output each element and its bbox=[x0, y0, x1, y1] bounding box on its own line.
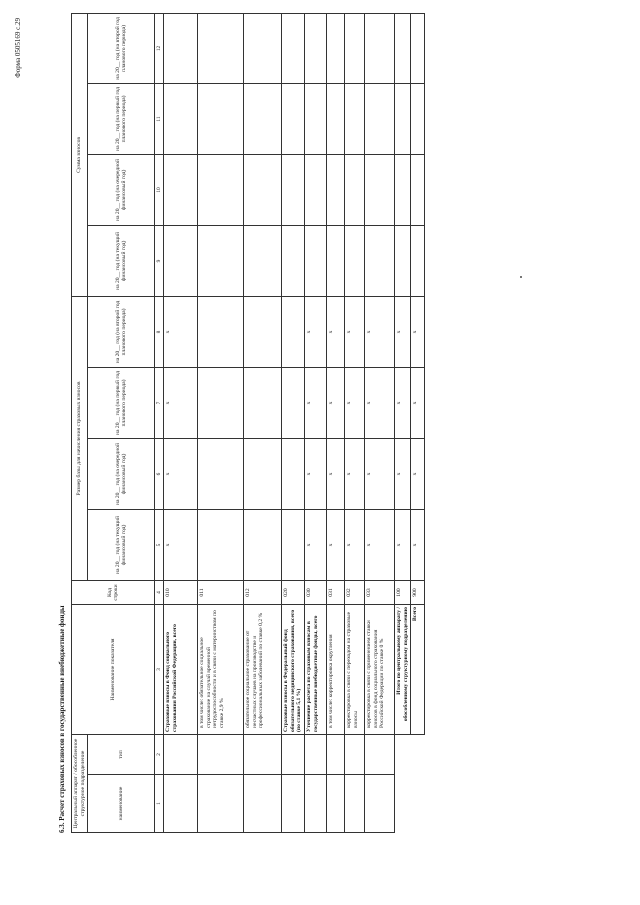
column-number: 2 bbox=[155, 735, 164, 775]
form-label: Форма 0505169 с.29 bbox=[14, 18, 22, 78]
table-body bbox=[164, 13, 425, 832]
base-cell bbox=[244, 296, 282, 367]
base-cell: x bbox=[411, 296, 425, 367]
sum-cell bbox=[394, 13, 410, 83]
table-row bbox=[198, 13, 244, 832]
column-number: 4 bbox=[155, 581, 164, 605]
type-cell bbox=[326, 735, 344, 775]
base-cell: x bbox=[394, 510, 410, 581]
table-row bbox=[411, 13, 425, 832]
sum-cell bbox=[164, 13, 198, 83]
base-cell: x bbox=[344, 296, 364, 367]
sum-cell bbox=[244, 154, 282, 225]
base-cell: x bbox=[164, 439, 198, 510]
sum-cell bbox=[326, 83, 344, 154]
base-cell: x bbox=[164, 296, 198, 367]
header-row-1 bbox=[72, 13, 88, 832]
sum-cell bbox=[344, 154, 364, 225]
base-cell: x bbox=[411, 368, 425, 439]
section-title: 6.3. Расчет страховых взносов в государственные внебюджетные фонды bbox=[58, 605, 66, 833]
column-number: 11 bbox=[155, 83, 164, 154]
base-cell: x bbox=[411, 510, 425, 581]
base-cell bbox=[282, 439, 305, 510]
column-number: 9 bbox=[155, 225, 164, 296]
code-cell: 900 bbox=[411, 581, 425, 605]
indicator-cell: корректировка в связи с применением ставки взносов в фонд социального страхования Российской Федерации по ставке 0 % bbox=[364, 605, 394, 735]
indicator-cell: корректировка в связи с переходом на страховые взносы bbox=[344, 605, 364, 735]
indicator-cell: Уточнение расчета по страховым взносам в государственные внебюджетные фонды, всего bbox=[304, 605, 326, 735]
year-col-header: на 20__ год (на первый год планового периода) bbox=[88, 368, 155, 439]
name-cell bbox=[326, 775, 344, 833]
name-header: наименование bbox=[88, 775, 155, 833]
year-col-header: на 20__ год (на очередной финансовый год) bbox=[88, 154, 155, 225]
type-cell bbox=[344, 735, 364, 775]
column-number: 5 bbox=[155, 510, 164, 581]
base-cell: x bbox=[411, 439, 425, 510]
base-cell: x bbox=[394, 296, 410, 367]
column-number-row bbox=[155, 13, 164, 832]
base-cell: x bbox=[304, 510, 326, 581]
base-cell bbox=[198, 368, 244, 439]
sum-cell bbox=[164, 83, 198, 154]
base-cell: x bbox=[344, 439, 364, 510]
type-cell bbox=[304, 735, 326, 775]
code-cell: 031 bbox=[326, 581, 344, 605]
sum-cell bbox=[304, 154, 326, 225]
sum-cell bbox=[304, 13, 326, 83]
base-cell bbox=[244, 510, 282, 581]
base-cell bbox=[198, 439, 244, 510]
indicator-cell: Страховые взносы в Фонд социального страхования Российской Федерации, всего bbox=[164, 605, 198, 735]
year-col-header: на 20__ год (на текущий финансовый год) bbox=[88, 510, 155, 581]
indicator-cell: в том числе: обязательное социальное страхование на случай временной нетрудоспособности и в связи с материнством по ставке 2,9 % bbox=[198, 605, 244, 735]
column-number: 3 bbox=[155, 605, 164, 735]
code-cell: 030 bbox=[304, 581, 326, 605]
sum-cell bbox=[364, 83, 394, 154]
column-number: 7 bbox=[155, 368, 164, 439]
sum-cell bbox=[326, 154, 344, 225]
table-row bbox=[344, 13, 364, 832]
sum-cell bbox=[411, 83, 425, 154]
indicator-cell: Всего bbox=[411, 605, 425, 735]
year-col-header: на 20__ год (на текущий финансовый год) bbox=[88, 225, 155, 296]
sum-cell bbox=[304, 225, 326, 296]
sum-cell bbox=[198, 225, 244, 296]
year-col-header: на 20__ год (на первый год планового периода) bbox=[88, 83, 155, 154]
sum-cell bbox=[411, 225, 425, 296]
sum-cell bbox=[364, 154, 394, 225]
base-cell bbox=[282, 510, 305, 581]
sum-cell bbox=[394, 83, 410, 154]
base-cell: x bbox=[326, 439, 344, 510]
sum-cell bbox=[364, 13, 394, 83]
base-cell: x bbox=[364, 368, 394, 439]
table-row bbox=[394, 13, 410, 832]
sum-cell bbox=[364, 225, 394, 296]
sum-cell bbox=[198, 154, 244, 225]
name-cell bbox=[198, 775, 244, 833]
sum-cell bbox=[164, 154, 198, 225]
column-number: 12 bbox=[155, 13, 164, 83]
base-cell bbox=[244, 368, 282, 439]
code-cell: 032 bbox=[344, 581, 364, 605]
type-cell bbox=[364, 735, 394, 775]
sum-cell bbox=[198, 13, 244, 83]
type-cell bbox=[164, 735, 198, 775]
name-cell bbox=[304, 775, 326, 833]
column-number: 1 bbox=[155, 775, 164, 833]
column-number: 8 bbox=[155, 296, 164, 367]
base-cell bbox=[198, 296, 244, 367]
code-cell: 010 bbox=[164, 581, 198, 605]
central-apparatus-header: Центральный аппарат / обособленное структурное подразделение bbox=[72, 735, 88, 833]
base-cell: x bbox=[164, 368, 198, 439]
type-header: тип bbox=[88, 735, 155, 775]
sum-cell bbox=[411, 13, 425, 83]
name-cell bbox=[364, 775, 394, 833]
table-row bbox=[304, 13, 326, 832]
type-cell bbox=[282, 735, 305, 775]
base-cell: x bbox=[326, 510, 344, 581]
type-cell bbox=[244, 735, 282, 775]
sum-cell bbox=[244, 225, 282, 296]
year-col-header: на 20__ год (на второй год планового периода) bbox=[88, 296, 155, 367]
indicator-cell: в том числе: корректировка округления bbox=[326, 605, 344, 735]
sum-cell bbox=[304, 83, 326, 154]
code-cell: 011 bbox=[198, 581, 244, 605]
sum-cell bbox=[244, 13, 282, 83]
name-cell bbox=[394, 775, 410, 833]
sum-cell bbox=[326, 13, 344, 83]
base-cell: x bbox=[394, 368, 410, 439]
base-cell: x bbox=[304, 368, 326, 439]
sum-group-header: Сумма взносов bbox=[72, 13, 88, 296]
type-cell bbox=[394, 735, 410, 775]
indicator-cell: Страховые взносы в Федеральный фонд обязательного медицинского страхования, всего (по ставке 5,1 %) bbox=[282, 605, 305, 735]
code-header: Код строки bbox=[72, 581, 155, 605]
code-cell: 100 bbox=[394, 581, 410, 605]
year-col-header: на 20__ год (на очередной финансовый год) bbox=[88, 439, 155, 510]
sum-cell bbox=[394, 154, 410, 225]
name-cell bbox=[344, 775, 364, 833]
base-group-header: Размер базы для начисления страховых взносов bbox=[72, 296, 88, 580]
base-cell bbox=[198, 510, 244, 581]
name-cell bbox=[411, 775, 425, 833]
base-cell: x bbox=[344, 368, 364, 439]
name-cell bbox=[282, 775, 305, 833]
table-row bbox=[164, 13, 198, 832]
sum-cell bbox=[282, 13, 305, 83]
contributions-table bbox=[71, 13, 425, 833]
table-row bbox=[282, 13, 305, 832]
column-number: 6 bbox=[155, 439, 164, 510]
base-cell: x bbox=[364, 296, 394, 367]
sum-cell bbox=[282, 83, 305, 154]
base-cell bbox=[282, 368, 305, 439]
indicator-cell: обязательное социальное страхование от несчастных случаев на производстве и профессиональных заболеваний по ставке 0,2 % bbox=[244, 605, 282, 735]
type-cell bbox=[198, 735, 244, 775]
code-cell: 012 bbox=[244, 581, 282, 605]
base-cell: x bbox=[326, 368, 344, 439]
sum-cell bbox=[164, 225, 198, 296]
base-cell: x bbox=[364, 510, 394, 581]
base-cell bbox=[244, 439, 282, 510]
year-col-header: на 20__ год (на второй год планового периода) bbox=[88, 13, 155, 83]
sum-cell bbox=[411, 154, 425, 225]
code-cell: 033 bbox=[364, 581, 394, 605]
base-cell: x bbox=[164, 510, 198, 581]
indicator-cell: Итого по центральному аппарату / обособленному структурному подразделению bbox=[394, 605, 410, 735]
base-cell: x bbox=[304, 439, 326, 510]
sum-cell bbox=[198, 83, 244, 154]
table-row bbox=[244, 13, 282, 832]
base-cell: x bbox=[364, 439, 394, 510]
name-cell bbox=[164, 775, 198, 833]
indicator-header: Наименование показателя bbox=[72, 605, 155, 735]
sum-cell bbox=[282, 154, 305, 225]
sum-cell bbox=[282, 225, 305, 296]
table-row bbox=[364, 13, 394, 832]
sum-cell bbox=[344, 13, 364, 83]
base-cell: x bbox=[304, 296, 326, 367]
base-cell: x bbox=[394, 439, 410, 510]
base-cell bbox=[282, 296, 305, 367]
sum-cell bbox=[344, 83, 364, 154]
sum-cell bbox=[394, 225, 410, 296]
sum-cell bbox=[244, 83, 282, 154]
sum-cell bbox=[326, 225, 344, 296]
base-cell: x bbox=[344, 510, 364, 581]
table-row bbox=[326, 13, 344, 832]
sum-cell bbox=[344, 225, 364, 296]
code-cell: 020 bbox=[282, 581, 305, 605]
name-cell bbox=[244, 775, 282, 833]
type-cell bbox=[411, 735, 425, 775]
column-number: 10 bbox=[155, 154, 164, 225]
base-cell: x bbox=[326, 296, 344, 367]
